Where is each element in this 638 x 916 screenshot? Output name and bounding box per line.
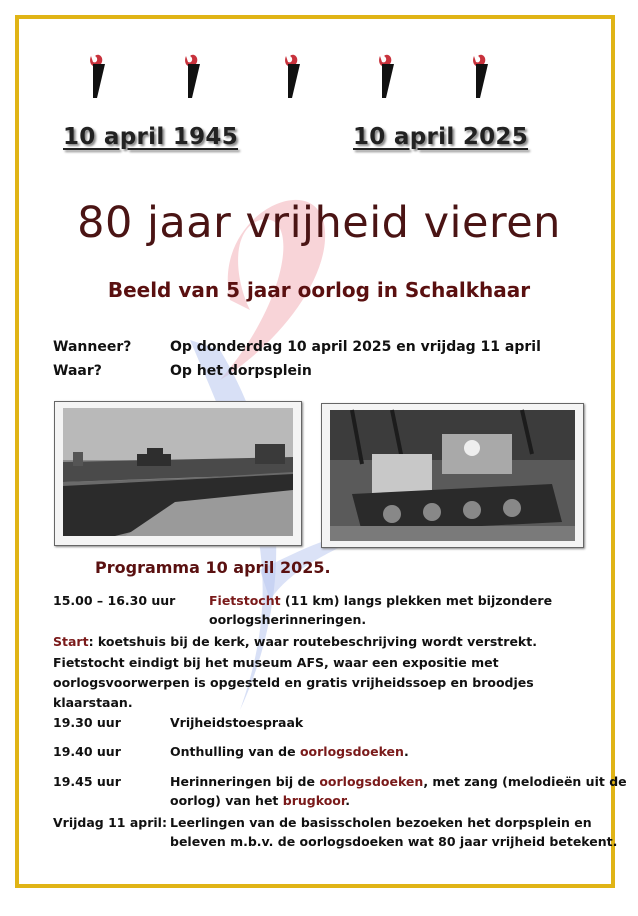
torch-icon [372, 50, 402, 102]
when-value: Op donderdag 10 april 2025 en vrijdag 11 april [170, 339, 541, 355]
item3-end: . [403, 744, 409, 759]
date-2025: 10 april 2025 [353, 124, 529, 150]
item5-text-a: Leerlingen van de basisscholen bezoeken het dorpsplein en [170, 815, 592, 830]
item2-time: 19.30 uur [53, 715, 121, 730]
torch-icon [178, 50, 208, 102]
start-label: Start [53, 634, 89, 649]
item4-text-a: Herinneringen bij de [170, 774, 320, 789]
item5-text [170, 813, 617, 851]
page-title: 80 jaar vrijheid vieren [77, 198, 561, 248]
when-label: Wanneer? [53, 339, 132, 355]
item3-highlight: oorlogsdoeken [299, 744, 404, 759]
torch-icon [83, 50, 113, 102]
date-1945: 10 april 1945 [63, 124, 239, 150]
item4-time: 19.45 uur [53, 774, 121, 789]
item4-text [170, 772, 627, 810]
item4-text-b: , met zang (melodieën uit de [423, 774, 627, 789]
photo-wrecked-tank [321, 403, 584, 548]
item5-time: Vrijdag 11 april: [53, 815, 167, 830]
where-value: Op het dorpsplein [170, 363, 312, 379]
item1-highlight: Fietstocht [209, 593, 281, 608]
torch-icon [466, 50, 496, 102]
item4-end: . [345, 793, 351, 808]
where-label: Waar? [53, 363, 102, 379]
start-text: : koetshuis bij de kerk, waar routebeschrijving wordt verstrekt. [88, 634, 537, 649]
item3-time: 19.40 uur [53, 744, 121, 759]
item5-text-b: beleven m.b.v. de oorlogsdoeken wat 80 jaar vrijheid betekent. [170, 834, 618, 849]
program-line-3: oorlogsvoorwerpen is opgesteld en gratis vrijheidssoep en broodjes [53, 675, 534, 690]
photo-canal-tanks [54, 401, 302, 546]
program-line-4: klaarstaan. [53, 695, 133, 710]
start-line [53, 632, 537, 651]
item1-time: 15.00 – 16.30 uur [53, 593, 176, 608]
program-heading: Programma 10 april 2025. [95, 558, 331, 577]
item4-highlight-2: brugkoor [282, 793, 346, 808]
item4-text-c: oorlog) van het [170, 793, 283, 808]
torch-icon [278, 50, 308, 102]
item3-text-a: Onthulling van de [170, 744, 300, 759]
item1-text-a: (11 km) langs plekken met bijzondere [280, 593, 553, 608]
page-subtitle: Beeld van 5 jaar oorlog in Schalkhaar [107, 278, 531, 302]
item1-text [209, 591, 552, 629]
item4-highlight: oorlogsdoeken [319, 774, 424, 789]
item3-text [170, 742, 409, 761]
item2-text: Vrijheidstoespraak [170, 715, 304, 730]
program-line-2: Fietstocht eindigt bij het museum AFS, waar een expositie met [53, 655, 499, 670]
item1-text-b: oorlogsherinneringen. [209, 612, 367, 627]
